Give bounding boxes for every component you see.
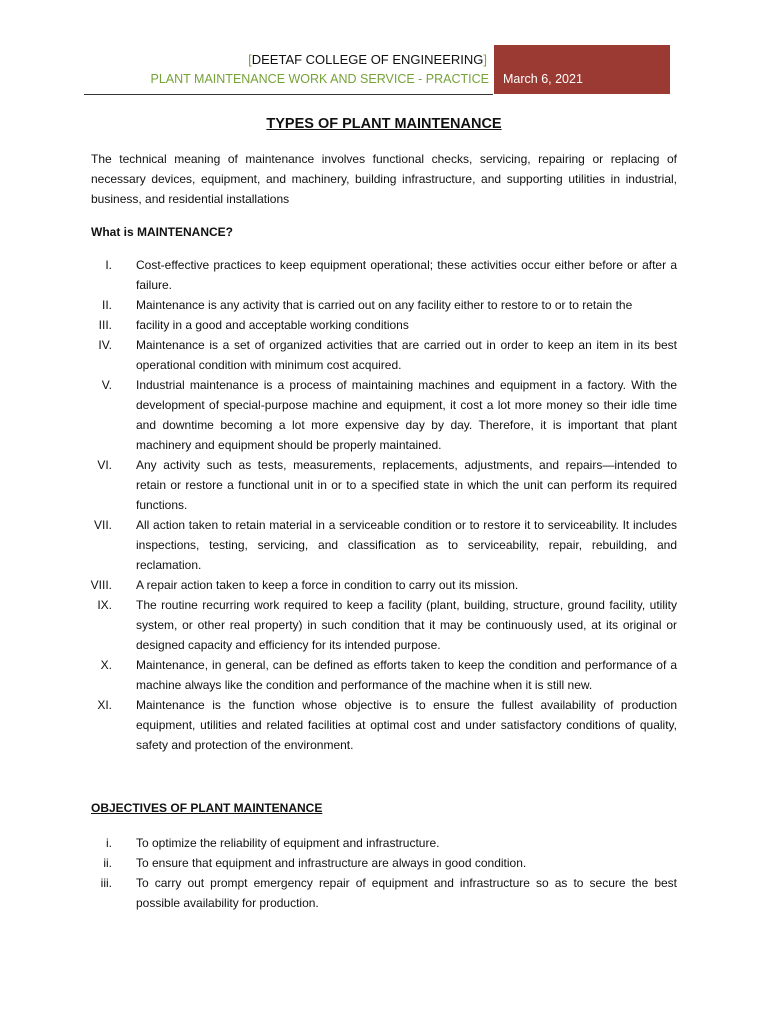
page-header bbox=[84, 45, 670, 95]
list-text: A repair action taken to keep a force in condition to carry out its mission. bbox=[136, 578, 519, 592]
list-item bbox=[84, 853, 677, 873]
list-item bbox=[84, 873, 677, 913]
objectives-list bbox=[84, 833, 677, 913]
list-item bbox=[84, 455, 677, 515]
list-item bbox=[84, 695, 677, 755]
list-number: IX. bbox=[97, 598, 112, 612]
list-text: Any activity such as tests, measurements, replacements, adjustments, and repairs—intended to retain or restore a functional unit in or to a specified state in which the unit can perform its required functions. bbox=[136, 458, 677, 512]
list-text: Maintenance, in general, can be defined as efforts taken to keep the condition and performance of a machine always like the condition and performance of the machine when it is still new. bbox=[136, 658, 677, 692]
objectives-heading: OBJECTIVES OF PLANT MAINTENANCE bbox=[91, 801, 323, 815]
list-number: i. bbox=[106, 836, 112, 850]
list-text: Cost-effective practices to keep equipment operational; these activities occur either before or after a failure. bbox=[136, 258, 677, 292]
list-item bbox=[84, 655, 677, 695]
list-item bbox=[84, 295, 677, 315]
list-number: V. bbox=[101, 378, 112, 392]
list-number: I. bbox=[105, 258, 112, 272]
list-number: X. bbox=[100, 658, 112, 672]
list-item bbox=[84, 595, 677, 655]
list-text: All action taken to retain material in a serviceable condition or to restore it to serviceability. It includes inspections, testing, servicing, and classification as to serviceability, repair, rebuilding, and reclamation. bbox=[136, 518, 677, 572]
list-text: facility in a good and acceptable working conditions bbox=[136, 318, 409, 332]
list-item bbox=[84, 575, 677, 595]
header-date: March 6, 2021 bbox=[503, 72, 583, 86]
list-number: ii. bbox=[103, 856, 112, 870]
list-text: To ensure that equipment and infrastructure are always in good condition. bbox=[136, 856, 527, 870]
list-text: Maintenance is any activity that is carried out on any facility either to restore to or to retain the bbox=[136, 298, 633, 312]
header-left bbox=[84, 45, 493, 95]
list-number: III. bbox=[98, 318, 112, 332]
what-is-heading: What is MAINTENANCE? bbox=[91, 225, 233, 239]
list-text: Maintenance is a set of organized activities that are carried out in order to keep an item in its best operational condition with minimum cost acquired. bbox=[136, 338, 677, 372]
list-item bbox=[84, 375, 677, 455]
list-number: VII. bbox=[93, 518, 112, 532]
list-item bbox=[84, 833, 677, 853]
list-item bbox=[84, 255, 677, 295]
intro-paragraph: The technical meaning of maintenance involves functional checks, servicing, repairing or replacing of necessary devices, equipment, and machinery, building infrastructure, and supporting utilities in industrial, business, and residential installations bbox=[91, 152, 677, 206]
college-name-text: DEETAF COLLEGE OF ENGINEERING bbox=[251, 52, 484, 67]
list-text: To optimize the reliability of equipment and infrastructure. bbox=[136, 836, 440, 850]
maintenance-definitions-list bbox=[84, 255, 677, 755]
list-item bbox=[84, 315, 677, 335]
course-title: PLANT MAINTENANCE WORK AND SERVICE - PRACTICE bbox=[150, 72, 489, 86]
list-text: Maintenance is the function whose objective is to ensure the fullest availability of production equipment, utilities and related facilities at optimal cost and under satisfactory conditions of quality, safety and protection of the environment. bbox=[136, 698, 677, 752]
list-number: VIII. bbox=[90, 578, 112, 592]
list-number: iii. bbox=[100, 876, 112, 890]
list-item bbox=[84, 515, 677, 575]
list-text: Industrial maintenance is a process of maintaining machines and equipment in a factory. With the development of special-purpose machine and equipment, it cost a lot more money so their idle time and downtime becoming a lot more expensive day by day. Therefore, it is important that plant machinery and equipment should be properly maintained. bbox=[136, 378, 677, 452]
list-text: To carry out prompt emergency repair of equipment and infrastructure so as to secure the best possible availability for production. bbox=[136, 876, 677, 910]
page-title: TYPES OF PLANT MAINTENANCE bbox=[266, 116, 502, 132]
list-item bbox=[84, 335, 677, 375]
list-number: II. bbox=[101, 298, 112, 312]
bracket-close: ] bbox=[483, 52, 487, 67]
list-number: VI. bbox=[97, 458, 112, 472]
date-box bbox=[494, 45, 670, 94]
college-name bbox=[248, 52, 487, 67]
list-number: XI. bbox=[97, 698, 112, 712]
list-text: The routine recurring work required to keep a facility (plant, building, structure, ground facility, utility system, or other real property) in such condition that it may be continuously used, at its original or designed capacity and efficiency for its intended purpose. bbox=[136, 598, 677, 652]
bracket-open: [ bbox=[248, 52, 252, 67]
list-number: IV. bbox=[98, 338, 112, 352]
